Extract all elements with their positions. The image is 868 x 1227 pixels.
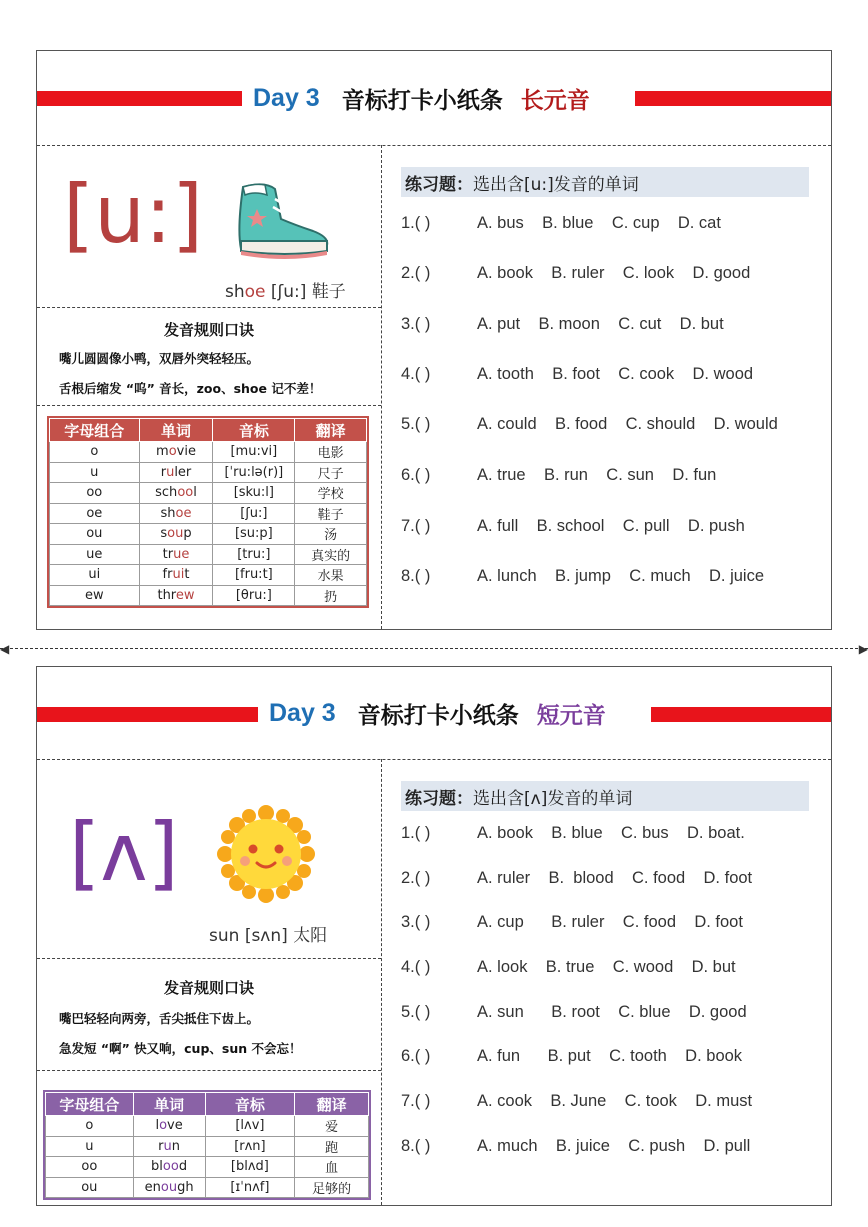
exercise-heading: [401, 781, 809, 811]
card-title: [253, 51, 590, 145]
question-options: A. sun B. root C. blue D. good: [477, 1003, 747, 1021]
rule-line: 舌根后缩发 “呜” 音长，zoo、shoe 记不差！: [59, 381, 322, 396]
red-bar-left: [37, 91, 242, 106]
word-part: fr: [162, 567, 173, 583]
question-item[interactable]: [401, 869, 752, 888]
caption-ipa: [ʃu:]: [270, 282, 307, 302]
card-header: [37, 51, 831, 146]
cell-word: [139, 524, 213, 545]
word-part: ve: [167, 1118, 183, 1134]
sun-icon: [217, 805, 315, 903]
cell-word: [139, 544, 213, 565]
rule-line: 嘴巴轻轻向两旁，舌尖抵住下齿上。: [59, 1011, 260, 1026]
word-highlight: u: [166, 464, 175, 480]
cell-translation: 水果: [295, 565, 367, 586]
col-header: 音标: [205, 1093, 295, 1116]
cell-word: [139, 565, 213, 586]
cell-translation: 足够的: [295, 1177, 369, 1198]
table-row: [50, 503, 367, 524]
card-title: [269, 667, 606, 759]
question-options: A. book B. blue C. bus D. boat.: [477, 824, 745, 842]
rule-title: 发音规则口诀: [163, 321, 254, 339]
word-part: ler: [174, 464, 192, 480]
vowel-kind: 短元音: [536, 702, 606, 729]
word-part: n: [171, 1138, 181, 1154]
question-item[interactable]: [401, 913, 743, 932]
cell-word: [139, 503, 213, 524]
cell-ipa: [blʌd]: [205, 1157, 295, 1178]
vowel-kind: 长元音: [520, 87, 590, 114]
question-number: 3.( ): [401, 315, 431, 333]
cell-translation: 尺子: [295, 462, 367, 483]
divider: [37, 958, 381, 959]
cell-word: [133, 1136, 205, 1157]
cell-translation: 真实的: [295, 544, 367, 565]
exercise-label: 练习题：: [405, 788, 473, 809]
word-highlight: oo: [162, 1159, 179, 1175]
caption-ipa: [sʌn]: [244, 926, 288, 946]
col-header: 单词: [133, 1093, 205, 1116]
question-number: 1.( ): [401, 214, 431, 232]
rule-line: 嘴儿圆圆像小鸭，双唇外突轻轻压。: [59, 351, 260, 366]
word-part: l: [193, 485, 197, 501]
cell-translation: 跑: [295, 1136, 369, 1157]
word-part: sch: [155, 485, 178, 501]
table-row: [50, 442, 367, 463]
cell-translation: 鞋子: [295, 503, 367, 524]
letter-combo-table: [45, 1092, 369, 1198]
arrow-right-icon: ▶: [858, 642, 868, 656]
vertical-divider: [381, 145, 382, 629]
word-part: t: [184, 567, 190, 583]
divider: [37, 1070, 381, 1071]
long-vowel-card: [36, 50, 832, 630]
question-item[interactable]: [401, 415, 778, 434]
question-number: 8.( ): [401, 567, 431, 585]
cell-combo: ou: [46, 1177, 134, 1198]
table-row: [50, 544, 367, 565]
question-item[interactable]: [401, 466, 716, 485]
question-number: 4.( ): [401, 958, 431, 976]
question-options: A. lunch B. jump C. much D. juice: [477, 567, 765, 585]
question-options: A. full B. school C. pull D. push: [477, 517, 745, 535]
table-row: [50, 524, 367, 545]
card-header: [37, 667, 831, 760]
cell-translation: 汤: [295, 524, 367, 545]
cell-ipa: [ʃu:]: [213, 503, 295, 524]
question-options: A. cup B. ruler C. food D. foot: [477, 913, 743, 931]
cell-word: [139, 483, 213, 504]
cell-translation: 电影: [295, 442, 367, 463]
question-item[interactable]: [401, 264, 750, 283]
question-item[interactable]: [401, 1137, 750, 1156]
cell-combo: ew: [50, 585, 140, 606]
cell-word: [139, 462, 213, 483]
table-header-row: [50, 419, 367, 442]
divider: [37, 405, 381, 406]
table-row: [46, 1177, 369, 1198]
cell-ipa: [fru:t]: [213, 565, 295, 586]
question-item[interactable]: [401, 214, 721, 233]
caption-word-highlight: oe: [244, 282, 266, 302]
table-header-row: [46, 1093, 369, 1116]
table-row: [50, 483, 367, 504]
cell-word: [133, 1116, 205, 1137]
question-item[interactable]: [401, 958, 736, 977]
caption-word: sun: [209, 926, 240, 946]
day-label: Day 3: [253, 83, 320, 112]
arrow-left-icon: ◀: [0, 642, 10, 656]
red-bar-right: [651, 707, 831, 722]
divider: [37, 307, 381, 308]
word-part: sh: [160, 505, 176, 521]
word-part: m: [156, 444, 169, 460]
phonetic-symbol: [ʌ]: [69, 806, 179, 899]
table-row: [46, 1157, 369, 1178]
word-highlight: o: [159, 1118, 168, 1134]
question-number: 4.( ): [401, 365, 431, 383]
word-highlight: u: [163, 1138, 172, 1154]
cell-combo: o: [46, 1116, 134, 1137]
question-number: 6.( ): [401, 1047, 431, 1065]
question-options: A. fun B. put C. tooth D. book: [477, 1047, 743, 1065]
vertical-divider: [381, 759, 382, 1205]
question-options: A. put B. moon C. cut D. but: [477, 315, 724, 333]
col-header: 字母组合: [50, 419, 140, 442]
cell-word: [133, 1177, 205, 1198]
cell-combo: ue: [50, 544, 140, 565]
word-part: r: [158, 1138, 164, 1154]
question-item[interactable]: [401, 365, 753, 384]
question-number: 8.( ): [401, 1137, 431, 1155]
cell-ipa: [sku:l]: [213, 483, 295, 504]
word-highlight: ew: [175, 587, 195, 603]
question-number: 5.( ): [401, 1003, 431, 1021]
exercise-instruction: 选出含[u:]发音的单词: [473, 174, 639, 195]
cell-word: [139, 585, 213, 606]
cell-combo: u: [46, 1136, 134, 1157]
cell-ipa: [ɪˈnʌf]: [205, 1177, 295, 1198]
question-number: 7.( ): [401, 517, 431, 535]
question-number: 7.( ): [401, 1092, 431, 1110]
cell-ipa: [lʌv]: [205, 1116, 295, 1137]
example-word-caption: [225, 277, 346, 302]
col-header: 翻译: [295, 1093, 369, 1116]
rule-line: 急发短 “啊” 快又响，cup、sun 不会忘！: [59, 1041, 302, 1056]
question-number: 2.( ): [401, 264, 431, 282]
col-header: 单词: [139, 419, 213, 442]
red-bar-right: [635, 91, 831, 106]
table-row: [46, 1136, 369, 1157]
word-part: en: [144, 1179, 161, 1195]
caption-meaning: 鞋子: [311, 282, 346, 302]
question-options: A. tooth B. foot C. cook D. wood: [477, 365, 754, 383]
question-number: 6.( ): [401, 466, 431, 484]
cell-combo: oo: [50, 483, 140, 504]
cell-combo: oo: [46, 1157, 134, 1178]
cell-translation: 爱: [295, 1116, 369, 1137]
sneaker-icon: [235, 179, 335, 261]
title-text: 音标打卡小纸条: [341, 87, 503, 114]
question-options: A. look B. true C. wood D. but: [477, 958, 736, 976]
table-row: [50, 565, 367, 586]
cell-combo: ui: [50, 565, 140, 586]
word-part: gh: [177, 1179, 194, 1195]
question-item[interactable]: [401, 824, 745, 843]
question-options: A. bus B. blue C. cup D. cat: [477, 214, 721, 232]
col-header: 音标: [213, 419, 295, 442]
question-options: A. cook B. June C. took D. must: [477, 1092, 753, 1110]
word-highlight: ou: [160, 1179, 178, 1195]
col-header: 字母组合: [46, 1093, 134, 1116]
question-item[interactable]: [401, 567, 764, 586]
question-options: A. could B. food C. should D. would: [477, 415, 778, 433]
word-highlight: ou: [167, 526, 184, 542]
table-row: [50, 462, 367, 483]
cell-combo: u: [50, 462, 140, 483]
letter-combo-table: [49, 418, 367, 606]
short-vowel-card: [36, 666, 832, 1206]
exercise-instruction: 选出含[ʌ]发音的单词: [473, 788, 633, 809]
word-part: d: [178, 1159, 188, 1175]
cut-line: [0, 648, 868, 650]
word-highlight: oe: [175, 505, 192, 521]
word-highlight: ue: [173, 546, 190, 562]
cell-combo: oe: [50, 503, 140, 524]
word-part: tr: [162, 546, 174, 562]
exercise-label: 练习题：: [405, 174, 473, 195]
word-part: r: [160, 464, 167, 480]
word-part: s: [160, 526, 168, 542]
caption-word-start: sh: [225, 282, 245, 302]
question-item[interactable]: [401, 315, 724, 334]
table-row: [46, 1116, 369, 1137]
cell-ipa: [ˈru:lə(r)]: [213, 462, 295, 483]
question-item[interactable]: [401, 1003, 747, 1022]
word-part: l: [155, 1118, 160, 1134]
word-part: vie: [176, 444, 196, 460]
cell-translation: 扔: [295, 585, 367, 606]
question-item[interactable]: [401, 1047, 742, 1066]
question-number: 5.( ): [401, 415, 431, 433]
question-options: A. book B. ruler C. look D. good: [477, 264, 751, 282]
cell-ipa: [θru:]: [213, 585, 295, 606]
word-highlight: o: [168, 444, 177, 460]
question-options: A. true B. run C. sun D. fun: [477, 466, 717, 484]
word-highlight: ui: [172, 567, 185, 583]
cell-word: [133, 1157, 205, 1178]
question-item[interactable]: [401, 517, 745, 536]
word-highlight: oo: [177, 485, 194, 501]
word-part: thr: [157, 587, 176, 603]
title-text: 音标打卡小纸条: [357, 702, 519, 729]
example-word-caption: [209, 921, 327, 946]
cell-combo: ou: [50, 524, 140, 545]
cell-translation: 学校: [295, 483, 367, 504]
word-part: bl: [151, 1159, 163, 1175]
rule-title: 发音规则口诀: [163, 979, 254, 997]
cell-ipa: [mu:vi]: [213, 442, 295, 463]
cell-combo: o: [50, 442, 140, 463]
word-part: p: [183, 526, 192, 542]
question-options: A. ruler B. blood C. food D. foot: [477, 869, 753, 887]
question-number: 1.( ): [401, 824, 431, 842]
exercise-heading: [401, 167, 809, 197]
cell-ipa: [rʌn]: [205, 1136, 295, 1157]
cell-ipa: [tru:]: [213, 544, 295, 565]
question-number: 3.( ): [401, 913, 431, 931]
table-row: [50, 585, 367, 606]
cell-ipa: [su:p]: [213, 524, 295, 545]
question-number: 2.( ): [401, 869, 431, 887]
day-label: Day 3: [269, 698, 336, 727]
question-item[interactable]: [401, 1092, 752, 1111]
question-options: A. much B. juice C. push D. pull: [477, 1137, 751, 1155]
cell-word: [139, 442, 213, 463]
cell-translation: 血: [295, 1157, 369, 1178]
caption-meaning: 太阳: [293, 926, 328, 946]
phonetic-symbol: [u:]: [63, 168, 204, 261]
col-header: 翻译: [295, 419, 367, 442]
red-bar-left: [37, 707, 258, 722]
